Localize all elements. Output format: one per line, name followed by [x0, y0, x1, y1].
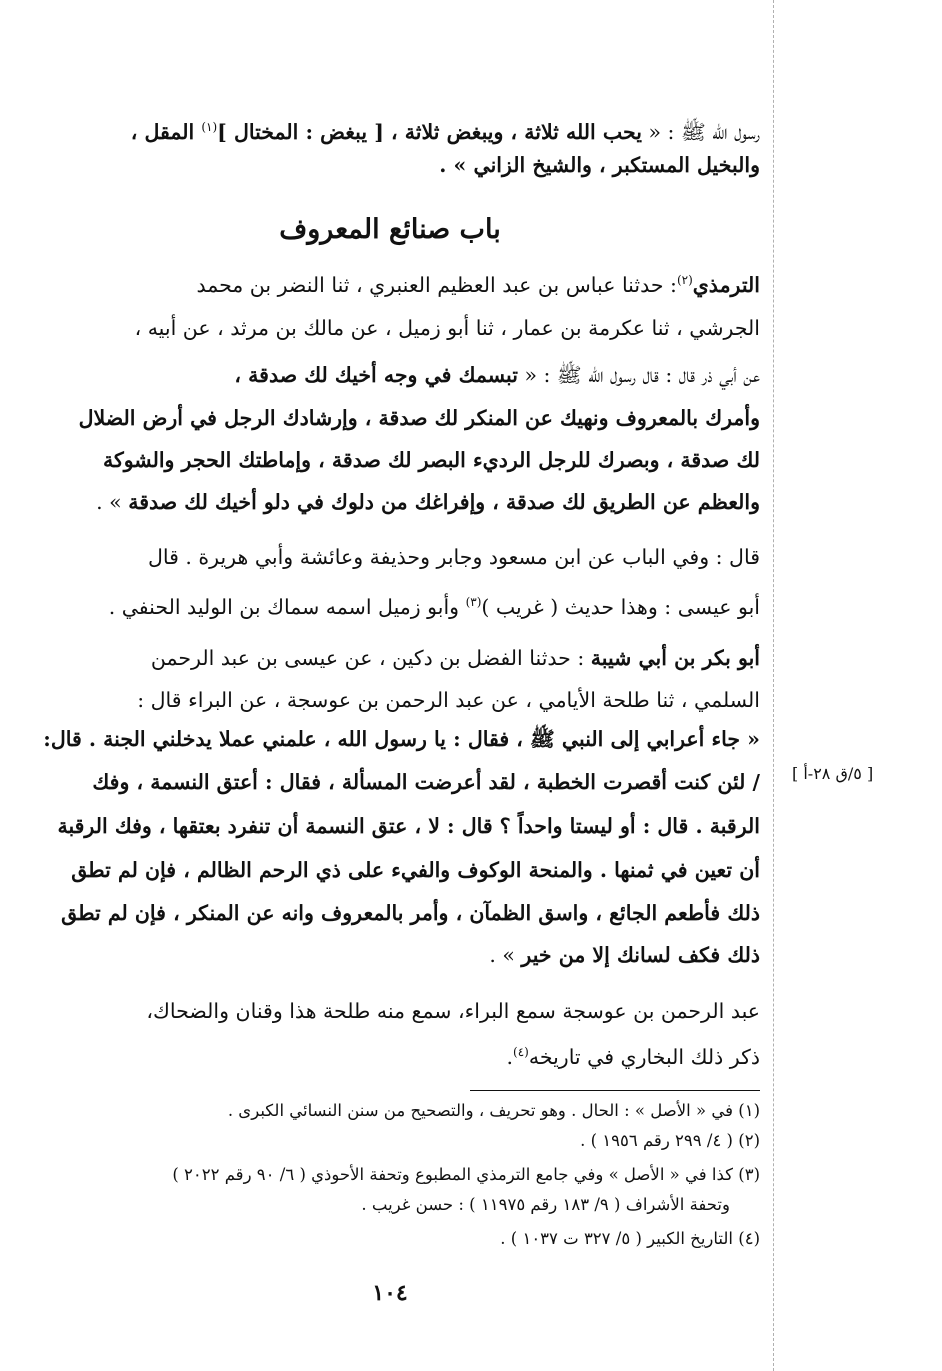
text-line: السلمي ، ثنا طلحة الأيامي ، عن عبد الرحمن بن عوسجة ، عن البراء قال :: [137, 688, 760, 712]
text-line: ذلك فأطعم الجائع ، واسق الظمآن ، وأمر بالمعروف وانه عن المنكر ، فإن لم تطق: [61, 901, 760, 925]
footnote-3-continued: وتحفة الأشراف ( ٩/ ١٨٣ رقم ١١٩٧٥ ) : حسن غريب .: [361, 1195, 730, 1214]
footnote-separator: [470, 1090, 760, 1091]
text-line: لك صدقة ، وبصرك للرجل الرديء البصر لك صدقة ، وإماطتك الحجر والشوكة: [102, 448, 760, 472]
text-line: عبد الرحمن بن عوسجة سمع البراء، سمع منه طلحة هذا وقنان والضحاك،: [146, 999, 760, 1023]
text-line: الترمذي$^{(٢)}$: حدثنا عباس بن عبد العظيم العنبري ، ثنا النضر بن محمد: [196, 272, 760, 297]
chapter-heading: باب صنائع المعروف: [279, 214, 501, 245]
text-line: والبخيل المستكبر ، والشيخ الزاني » .: [439, 153, 760, 177]
text-line: ذكر ذلك البخاري في تاريخه$^{(٤)}$.: [506, 1044, 760, 1069]
text-line: والعظم عن الطريق لك صدقة ، وإفراغك من دلوك في دلو أخيك لك صدقة » .: [96, 490, 760, 514]
text-line: / لئن كنت أقصرت الخطبة ، لقد أعرضت المسألة ، فقال : أعتق النسمة ، وفك: [92, 770, 760, 794]
text-line: وأمرك بالمعروف ونهيك عن المنكر لك صدقة ، وإرشادك الرجل في أرض الضلال: [78, 406, 760, 430]
footnote-1: (١) في « الأصل » : الحال . وهو تحريف ، والتصحيح من سنن النسائي الكبرى .: [227, 1101, 760, 1120]
text-line: الجرشي ، ثنا عكرمة بن عمار ، ثنا أبو زميل ، عن مالك بن مرثد ، عن أبيه ،: [134, 316, 760, 340]
footnote-4: (٤) التاريخ الكبير ( ٥/ ٣٢٧ ت ١٠٣٧ ) .: [500, 1229, 760, 1248]
text-line: عن أبي ذر قال : قال رسول الله ﷺ : « تبسمك في وجه أخيك لك صدقة ،: [234, 363, 760, 387]
footnote-2: (٢) ( ٤/ ٢٩٩ رقم ١٩٥٦ ) .: [580, 1131, 760, 1150]
footnote-3: (٣) كذا في « الأصل » وفي جامع الترمذي المطبوع وتحفة الأحوذي ( ٦/ ٩٠ رقم ٢٠٢٢ ): [172, 1165, 760, 1184]
manuscript-folio-marker: [ ٥/ق ٢٨-أ ]: [792, 764, 874, 783]
text-line: الرقبة . قال : أو ليستا واحداً ؟ قال : لا ، عتق النسمة أن تنفرد بعتقها ، وفك الرقبة: [57, 814, 760, 838]
text-line: قال : وفي الباب عن ابن مسعود وجابر وحذيفة وعائشة وأبي هريرة . قال: [147, 545, 760, 569]
text-line: أن تعين في ثمنها . والمنحة الوكوف والفيء على ذي الرحم الظالم ، فإن لم تطق: [71, 858, 760, 882]
text-line: رسول الله ﷺ : « يحب الله ثلاثة ، ويبغض ثلاثة ، [ يبغض : المختال ]$^{(١)}$ المقل ،: [130, 119, 760, 144]
text-line: أبو عيسى : وهذا حديث ( غريب )$^{(٣)}$ وأبو زميل اسمه سماك بن الوليد الحنفي .: [108, 594, 760, 619]
text-line: ذلك فكف لسانك إلا من خير » .: [489, 943, 760, 967]
page-number: ١٠٤: [372, 1280, 408, 1306]
text-line: أبو بكر بن أبي شيبة : حدثنا الفضل بن دكين ، عن عيسى بن عبد الرحمن: [150, 646, 760, 670]
margin-guide-line: [773, 0, 774, 1371]
text-line: « جاء أعرابي إلى النبي ﷺ ، فقال : يا رسول الله ، علمني عملا يدخلني الجنة . قال:: [43, 727, 760, 751]
